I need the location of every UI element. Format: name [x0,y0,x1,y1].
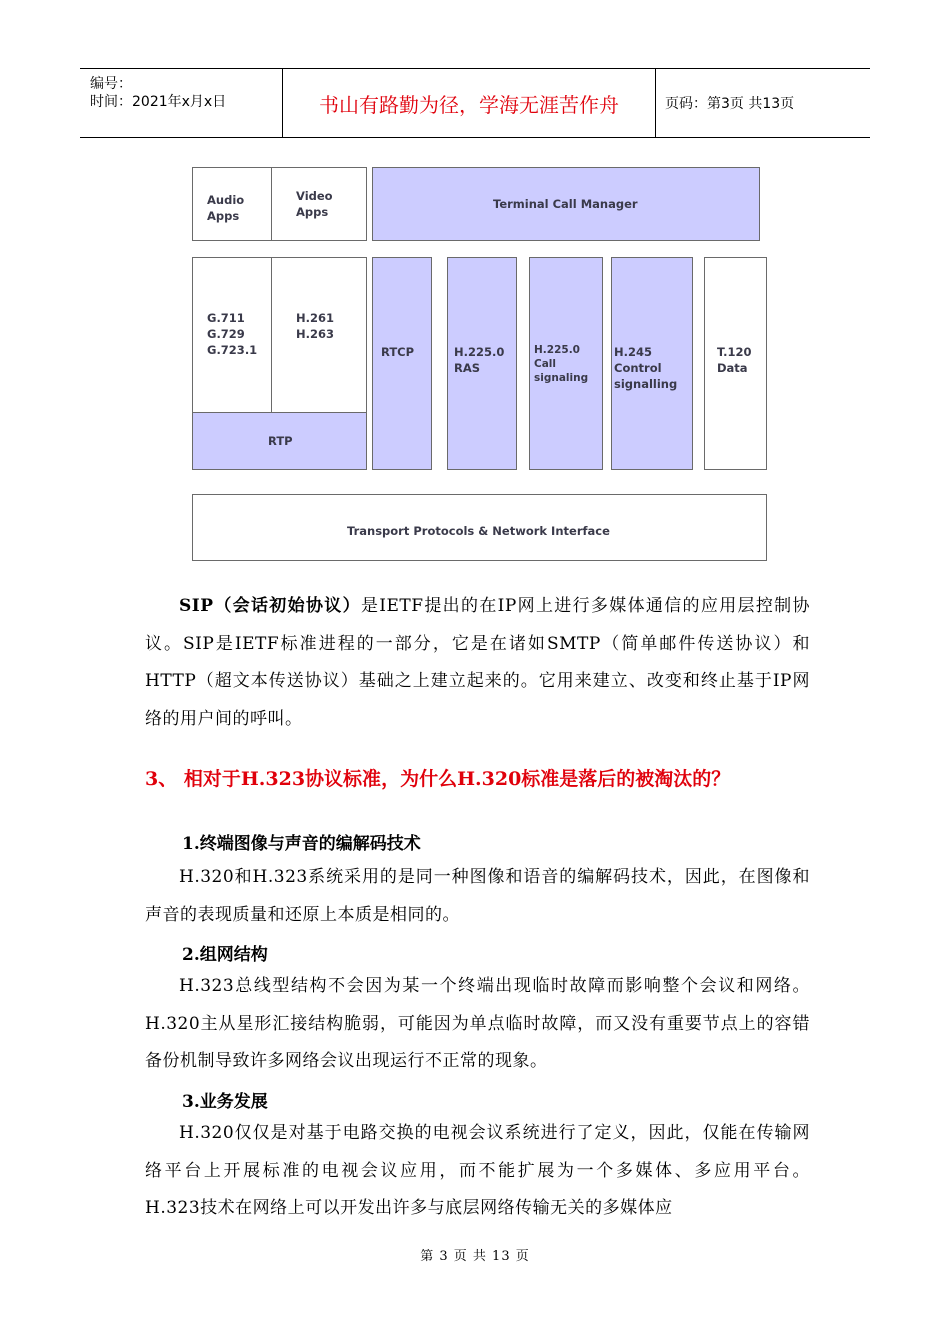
header-motto: 书山有路勤为径，学海无涯苦作舟 [282,69,656,137]
video-apps-label: Video Apps [296,189,333,219]
terminal-call-manager-label: Terminal Call Manager [493,197,638,211]
video-codecs-box [271,257,367,415]
audio-codecs-label: G.711 G.729 G.723.1 [207,311,258,357]
subsection-3-text: H.320仅仅是对基于电路交换的电视会议系统进行了定义，因此，仅能在传输网络平台上开展标准的电视会议应用，而不能扩展为一个多媒体、多应用平台。 H.323技术在网络上可以开发出许多与底层网络传输无关的多媒体应 [145,1123,846,1218]
subsection-2-text: H.323总线型结构不会因为某一个终端出现临时故障而影响整个会议和网络。H.320主从星形汇接结构脆弱，可能因为单点临时故障，而又没有重要节点上的容错备份机制导致许多网络会议出现运行不正常的现象。 [145,976,810,1071]
terminal-call-manager-box [372,167,760,241]
transport-label: Transport Protocols & Network Interface [347,524,610,538]
call-signaling-box [529,257,603,470]
transport-box [192,494,767,561]
ras-label: H.225.0 RAS [454,345,505,375]
audio-codecs-box [192,257,272,415]
rtcp-box [372,257,432,470]
rtp-box [192,412,367,470]
call-signaling-label: H.225.0 Call signaling [534,344,589,384]
page-header [80,68,870,138]
header-meta [80,69,282,137]
h323-protocol-stack-diagram [190,165,770,565]
video-apps-box [271,167,367,241]
subsection-1-text: H.320和H.323系统采用的是同一种图像和语音的编解码技术，因此，在图像和声音的表现质量和还原上本质是相同的。 [145,867,810,925]
audio-apps-box [192,167,272,241]
sip-text: 是IETF提出的在IP网上进行多媒体通信的应用层控制协议。SIP是IETF标准进程的一部分，它是在诸如SMTP（简单邮件传送协议）和HTTP（超文本传送协议）基础之上建立起来的。它用来建立、改变和终止基于IP网络的用户间的呼叫。 [145,596,810,729]
t120-box [704,257,767,470]
rtp-label: RTP [268,434,293,448]
video-codecs-label: H.261 H.263 [296,311,334,341]
sip-term: SIP（会话初始协议） [179,596,361,616]
sip-paragraph [145,588,810,738]
rtcp-label: RTCP [381,345,415,359]
ras-box [447,257,517,470]
t120-label: T.120 Data [717,345,752,375]
h245-label: H.245 Control signalling [614,345,678,391]
subsection-3-heading: 3.业务发展 [182,1092,268,1112]
page-footer: 第 3 页 共 13 页 [420,1249,530,1264]
time-label: 时间：2021年x月x日 [90,94,227,110]
subsection-1-heading: 1.终端图像与声音的编解码技术 [182,834,421,854]
number-label: 编号： [90,76,132,92]
subsection-2-heading: 2.组网结构 [182,945,268,965]
h245-box [611,257,693,470]
section-3-heading: 3、 相对于H.323协议标准，为什么H.320标准是落后的被淘汰的？ [145,768,731,790]
header-page-info: 页码：第3页 共13页 [665,96,795,112]
audio-apps-label: Audio Apps [207,193,245,223]
